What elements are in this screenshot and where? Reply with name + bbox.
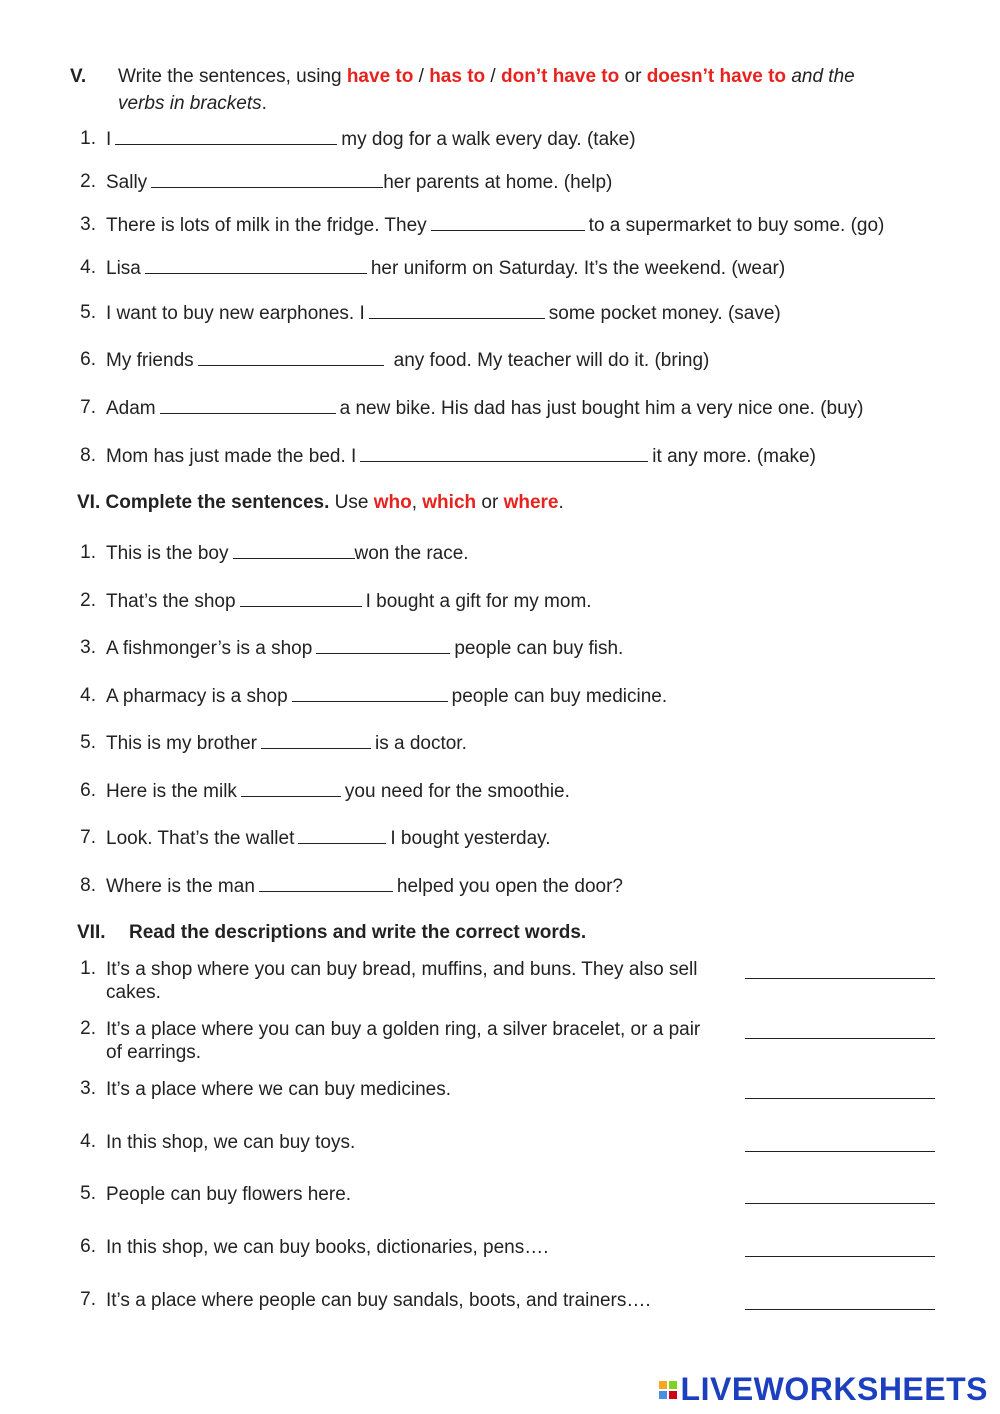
option-have-to: have to bbox=[346, 66, 414, 87]
answer-line[interactable] bbox=[745, 958, 935, 979]
sentence-start: Mom has just made the bed. I bbox=[106, 446, 357, 467]
sentence-start: Here is the milk bbox=[106, 781, 237, 802]
answer-line[interactable] bbox=[745, 1078, 935, 1099]
item-number: 7. bbox=[80, 1289, 96, 1310]
answer-blank[interactable] bbox=[198, 349, 384, 366]
item-number: 3. bbox=[80, 214, 96, 235]
word-who: who bbox=[373, 492, 412, 513]
sentence-end: I bought yesterday. bbox=[390, 828, 551, 849]
item-number: 4. bbox=[80, 685, 96, 706]
sentence-start: A fishmonger’s is a shop bbox=[106, 638, 313, 659]
sentence-end: is a doctor. bbox=[374, 733, 467, 754]
comma: , bbox=[411, 492, 423, 513]
sentence-start: A pharmacy is a shop bbox=[106, 686, 288, 707]
answer-blank[interactable] bbox=[360, 445, 648, 462]
sentence-end: you need for the smoothie. bbox=[344, 781, 570, 802]
description-text: It’s a place where people can buy sandals, boots, and trainers…. bbox=[106, 1290, 651, 1311]
sentence-start: This is the boy bbox=[106, 543, 229, 564]
answer-blank[interactable] bbox=[240, 590, 362, 607]
option-dont-have-to: don’t have to bbox=[501, 66, 620, 87]
liveworksheets-logo bbox=[659, 1371, 988, 1408]
answer-blank[interactable] bbox=[259, 875, 393, 892]
option-doesnt-have-to: doesn’t have to bbox=[646, 66, 787, 87]
sentence-end: people can buy medicine. bbox=[451, 686, 668, 707]
sentence-start: Where is the man bbox=[106, 876, 255, 897]
sentence-end: to a supermarket to buy some. (go) bbox=[588, 215, 885, 236]
item-number: 7. bbox=[80, 827, 96, 848]
or-word: or bbox=[476, 492, 504, 513]
sentence-end: I bought a gift for my mom. bbox=[365, 591, 592, 612]
answer-blank[interactable] bbox=[160, 397, 336, 414]
description-text: It’s a shop where you can buy bread, muffins, and buns. They also sell cakes. bbox=[106, 959, 698, 1003]
answer-blank[interactable] bbox=[151, 171, 383, 188]
section-6-title: Complete the sentences. bbox=[105, 492, 330, 513]
sentence-start: Look. That’s the wallet bbox=[106, 828, 295, 849]
section-7-title: Read the descriptions and write the correct words. bbox=[129, 922, 587, 943]
sentence-start: There is lots of milk in the fridge. They bbox=[106, 215, 427, 236]
sentence-end: any food. My teacher will do it. (bring) bbox=[393, 350, 710, 371]
item-number: 1. bbox=[80, 958, 96, 979]
sentence-start: I want to buy new earphones. I bbox=[106, 303, 365, 324]
item-number: 2. bbox=[80, 1018, 96, 1039]
item-number: 1. bbox=[80, 128, 96, 149]
sentence-start: Sally bbox=[106, 172, 148, 193]
sentence-end: her parents at home. (help) bbox=[383, 172, 613, 193]
sentence-end: won the race. bbox=[354, 543, 469, 564]
answer-blank[interactable] bbox=[298, 827, 386, 844]
section-5-instructions bbox=[118, 66, 855, 88]
sep: / bbox=[485, 66, 501, 87]
answer-blank[interactable] bbox=[292, 685, 448, 702]
description-text: People can buy flowers here. bbox=[106, 1184, 352, 1205]
sentence-start: This is my brother bbox=[106, 733, 257, 754]
sentence-end: her uniform on Saturday. It’s the weekend. (wear) bbox=[370, 258, 786, 279]
sentence-start: Lisa bbox=[106, 258, 141, 279]
description-text: In this shop, we can buy books, dictionaries, pens…. bbox=[106, 1237, 549, 1258]
item-number: 4. bbox=[80, 1131, 96, 1152]
item-number: 3. bbox=[80, 1078, 96, 1099]
sentence-start: That’s the shop bbox=[106, 591, 236, 612]
answer-blank[interactable] bbox=[241, 780, 341, 797]
item-number: 5. bbox=[80, 732, 96, 753]
answer-line[interactable] bbox=[745, 1289, 935, 1310]
sentence-start: I bbox=[106, 129, 112, 150]
heading-end: . bbox=[558, 492, 564, 513]
instr-pre: Write the sentences, using bbox=[118, 66, 347, 87]
answer-line[interactable] bbox=[745, 1131, 935, 1152]
answer-blank[interactable] bbox=[233, 542, 355, 559]
answer-blank[interactable] bbox=[316, 637, 450, 654]
section-6-heading bbox=[77, 492, 564, 514]
answer-line[interactable] bbox=[745, 1018, 935, 1039]
item-number: 8. bbox=[80, 875, 96, 896]
section-5-instructions-line2 bbox=[118, 93, 267, 115]
sentence-end: it any more. (make) bbox=[652, 446, 816, 467]
item-number: 2. bbox=[80, 590, 96, 611]
word-where: where bbox=[503, 492, 559, 513]
answer-blank[interactable] bbox=[261, 732, 371, 749]
sep: / bbox=[413, 66, 430, 87]
item-number: 5. bbox=[80, 1183, 96, 1204]
sentence-end: helped you open the door? bbox=[396, 876, 623, 897]
section-5-numeral: V. bbox=[70, 66, 87, 87]
description-text: In this shop, we can buy toys. bbox=[106, 1132, 356, 1153]
item-number: 6. bbox=[80, 349, 96, 370]
item-number: 8. bbox=[80, 445, 96, 466]
item-number: 6. bbox=[80, 1236, 96, 1257]
use-word: Use bbox=[329, 492, 374, 513]
section-7-numeral: VII. bbox=[77, 922, 106, 943]
answer-blank[interactable] bbox=[431, 214, 585, 231]
option-has-to: has to bbox=[429, 66, 486, 87]
sentence-end: people can buy fish. bbox=[454, 638, 624, 659]
description-text: It’s a place where we can buy medicines. bbox=[106, 1079, 451, 1100]
item-number: 4. bbox=[80, 257, 96, 278]
description-text: It’s a place where you can buy a golden ring, a silver bracelet, or a pair of earrings. bbox=[106, 1019, 701, 1063]
answer-blank[interactable] bbox=[369, 302, 545, 319]
item-number: 2. bbox=[80, 171, 96, 192]
instr-post-b: verbs in brackets bbox=[118, 93, 262, 114]
answer-blank[interactable] bbox=[145, 257, 367, 274]
word-which: which bbox=[422, 492, 477, 513]
sentence-start: My friends bbox=[106, 350, 194, 371]
or-word: or bbox=[619, 66, 647, 87]
sentence-start: Adam bbox=[106, 398, 156, 419]
logo-text: LIVEWORKSHEETS bbox=[680, 1371, 988, 1407]
answer-line[interactable] bbox=[745, 1183, 935, 1204]
sentence-end: my dog for a walk every day. (take) bbox=[341, 129, 636, 150]
instr-end: . bbox=[261, 93, 267, 114]
item-number: 1. bbox=[80, 542, 96, 563]
item-number: 3. bbox=[80, 637, 96, 658]
item-number: 6. bbox=[80, 780, 96, 801]
sentence-end: some pocket money. (save) bbox=[548, 303, 781, 324]
item-number: 7. bbox=[80, 397, 96, 418]
section-6-numeral: VI. bbox=[77, 492, 101, 513]
answer-blank[interactable] bbox=[115, 128, 337, 145]
sentence-end: a new bike. His dad has just bought him a very nice one. (buy) bbox=[339, 398, 864, 419]
item-number: 5. bbox=[80, 302, 96, 323]
answer-line[interactable] bbox=[745, 1236, 935, 1257]
instr-post-a: and the bbox=[786, 66, 855, 87]
logo-squares-icon bbox=[659, 1381, 677, 1399]
